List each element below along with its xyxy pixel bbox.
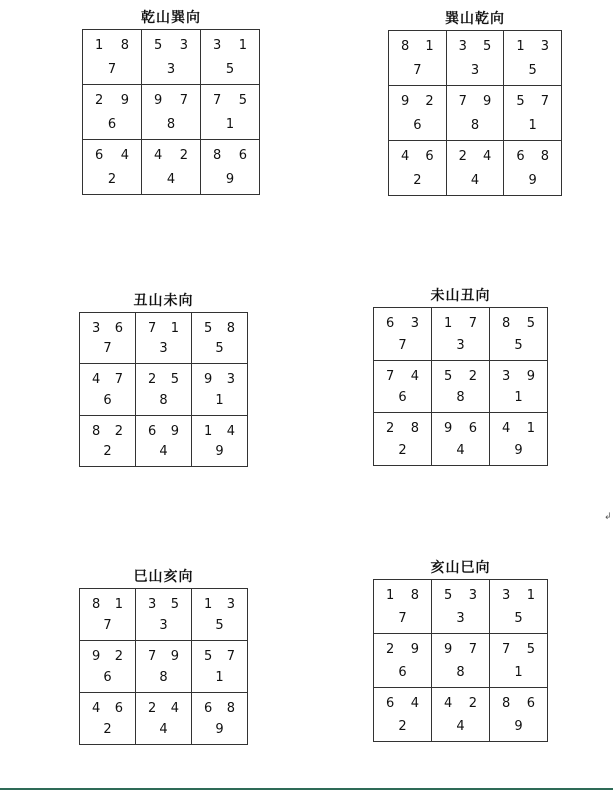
- water-star: 4: [410, 368, 419, 384]
- palace-cell: [374, 360, 432, 413]
- base-number: 6: [103, 670, 112, 685]
- mountain-star: 1: [444, 316, 453, 331]
- base-number: 1: [528, 118, 537, 133]
- grid: [388, 30, 562, 196]
- base-number: 1: [514, 665, 523, 680]
- water-star: 2: [114, 649, 123, 664]
- grid-row: [374, 413, 548, 466]
- water-star: 2: [179, 148, 188, 163]
- water-star: 9: [170, 423, 179, 439]
- mountain-star: 6: [148, 423, 157, 439]
- mountain-star: 3: [502, 368, 511, 384]
- grid: [373, 307, 548, 466]
- mountain-star: 9: [204, 372, 213, 388]
- grid-row: [374, 688, 548, 742]
- mountain-star: 3: [213, 38, 222, 53]
- mountain-star: 8: [92, 423, 101, 439]
- mountain-star: 1: [386, 588, 395, 603]
- mountain-star: 7: [458, 94, 467, 109]
- palace-cell: [136, 313, 192, 364]
- palace-cell: [490, 580, 548, 634]
- mountain-star: 2: [386, 421, 395, 437]
- water-star: 9: [526, 368, 535, 384]
- palace-cell: [374, 580, 432, 634]
- water-star: 6: [238, 148, 247, 163]
- palace-cell: [192, 364, 248, 415]
- grid-row: [374, 308, 548, 361]
- base-number: 3: [159, 341, 168, 357]
- chart-title: 巽山乾向: [445, 11, 505, 27]
- grid-row: [389, 86, 562, 141]
- mountain-star: 2: [148, 372, 157, 388]
- base-number: 8: [159, 392, 168, 408]
- base-number: 6: [413, 118, 422, 133]
- palace-cell: [192, 693, 248, 745]
- chart-title: 未山丑向: [430, 288, 491, 304]
- palace-cell: [80, 693, 136, 745]
- grid-row: [83, 140, 260, 195]
- mountain-star: 6: [386, 696, 395, 711]
- mountain-star: 8: [502, 316, 511, 331]
- base-number: 4: [159, 722, 168, 737]
- base-number: 6: [103, 392, 112, 408]
- base-number: 4: [470, 173, 480, 188]
- base-number: 1: [514, 390, 523, 406]
- water-star: 6: [526, 696, 535, 711]
- palace-cell: [83, 30, 142, 85]
- base-number: 6: [398, 390, 407, 406]
- water-star: 5: [526, 642, 535, 657]
- base-number: 7: [413, 63, 422, 78]
- grid: [82, 29, 260, 195]
- base-number: 2: [413, 173, 422, 188]
- mountain-star: 5: [444, 588, 453, 603]
- mountain-star: 5: [204, 649, 213, 664]
- mountain-star: 3: [502, 588, 511, 603]
- palace-cell: [432, 688, 490, 742]
- water-star: 7: [226, 649, 235, 664]
- base-number: 3: [470, 63, 480, 78]
- paragraph-marker-icon: ↲: [604, 512, 612, 522]
- water-star: 5: [170, 597, 179, 612]
- palace-cell: [80, 313, 136, 364]
- mountain-star: 7: [148, 321, 157, 336]
- water-star: 9: [410, 642, 419, 657]
- mountain-star: 9: [401, 94, 410, 109]
- palace-cell: [432, 360, 490, 413]
- palace-cell: [83, 85, 142, 140]
- mountain-star: 8: [502, 696, 511, 711]
- mountain-star: 9: [154, 93, 163, 108]
- palace-cell: [192, 415, 248, 466]
- base-number: 5: [215, 618, 224, 633]
- grid-row: [80, 313, 248, 364]
- base-number: 9: [215, 722, 224, 737]
- grid-row: [80, 641, 248, 693]
- mountain-star: 9: [444, 642, 453, 657]
- mountain-star: 9: [444, 421, 453, 437]
- palace-cell: [136, 693, 192, 745]
- palace-cell: [374, 688, 432, 742]
- water-star: 2: [468, 696, 477, 711]
- mountain-star: 6: [386, 316, 395, 331]
- mountain-star: 5: [516, 94, 525, 109]
- base-number: 8: [470, 118, 480, 133]
- palace-cell: [192, 313, 248, 364]
- water-star: 4: [120, 148, 129, 163]
- grid-row: [374, 580, 548, 634]
- base-number: 2: [103, 444, 112, 459]
- mountain-star: 1: [516, 39, 525, 54]
- grid: [79, 312, 248, 467]
- palace-cell: [490, 688, 548, 742]
- chart-5: [79, 569, 248, 745]
- base-number: 7: [107, 62, 117, 77]
- water-star: 4: [170, 701, 179, 716]
- palace-cell: [446, 31, 504, 86]
- water-star: 8: [410, 421, 419, 437]
- palace-cell: [374, 413, 432, 466]
- chart-4: [373, 288, 548, 466]
- grid-row: [80, 589, 248, 641]
- mountain-star: 9: [92, 649, 101, 664]
- water-star: 5: [238, 93, 247, 108]
- mountain-star: 4: [502, 421, 511, 437]
- base-number: 9: [215, 444, 224, 459]
- palace-cell: [201, 30, 260, 85]
- base-number: 5: [514, 337, 523, 353]
- water-star: 7: [468, 316, 477, 331]
- water-star: 8: [226, 321, 235, 336]
- grid-row: [389, 31, 562, 86]
- base-number: 5: [528, 63, 537, 78]
- water-star: 1: [114, 597, 123, 612]
- water-star: 9: [170, 649, 179, 664]
- mountain-star: 2: [386, 642, 395, 657]
- palace-cell: [490, 413, 548, 466]
- grid-row: [80, 693, 248, 745]
- palace-cell: [389, 141, 447, 196]
- base-number: 2: [103, 722, 112, 737]
- base-number: 6: [398, 665, 407, 680]
- water-star: 3: [468, 588, 477, 603]
- palace-cell: [490, 360, 548, 413]
- palace-cell: [136, 364, 192, 415]
- water-star: 8: [120, 38, 129, 53]
- palace-cell: [80, 364, 136, 415]
- palace-cell: [432, 413, 490, 466]
- palace-cell: [80, 415, 136, 466]
- palace-cell: [374, 634, 432, 688]
- palace-cell: [504, 141, 562, 196]
- water-star: 5: [483, 39, 492, 54]
- water-star: 1: [170, 321, 179, 336]
- palace-cell: [80, 641, 136, 693]
- mountain-star: 7: [386, 368, 395, 384]
- water-star: 2: [425, 94, 434, 109]
- palace-cell: [80, 589, 136, 641]
- mountain-star: 1: [204, 597, 213, 612]
- water-star: 7: [179, 93, 188, 108]
- base-number: 3: [456, 337, 465, 353]
- palace-cell: [142, 30, 201, 85]
- water-star: 3: [179, 38, 188, 53]
- base-number: 7: [398, 337, 407, 353]
- base-number: 2: [398, 443, 407, 458]
- base-number: 5: [225, 62, 235, 77]
- base-number: 8: [456, 390, 465, 406]
- chart-title: 丑山未向: [133, 293, 194, 309]
- palace-cell: [142, 140, 201, 195]
- mountain-star: 2: [148, 701, 157, 716]
- base-number: 2: [398, 719, 407, 734]
- base-number: 7: [103, 341, 112, 357]
- water-star: 2: [114, 423, 123, 439]
- water-star: 8: [540, 149, 549, 164]
- water-star: 7: [114, 372, 123, 388]
- base-number: 7: [398, 611, 407, 626]
- water-star: 1: [425, 39, 434, 54]
- base-number: 1: [215, 392, 224, 408]
- water-star: 4: [410, 696, 419, 711]
- base-number: 1: [215, 670, 224, 685]
- base-number: 9: [528, 173, 537, 188]
- palace-cell: [192, 641, 248, 693]
- base-number: 1: [225, 117, 235, 132]
- grid-row: [83, 85, 260, 140]
- chart-title: 亥山巳向: [430, 560, 491, 576]
- grid-row: [80, 364, 248, 415]
- mountain-star: 5: [204, 321, 213, 336]
- water-star: 3: [226, 597, 235, 612]
- palace-cell: [490, 308, 548, 361]
- water-star: 5: [170, 372, 179, 388]
- mountain-star: 6: [204, 701, 213, 716]
- base-number: 3: [166, 62, 176, 77]
- water-star: 1: [526, 421, 535, 437]
- mountain-star: 5: [444, 368, 453, 384]
- base-number: 7: [103, 618, 112, 633]
- palace-cell: [136, 415, 192, 466]
- mountain-star: 1: [95, 38, 104, 53]
- mountain-star: 8: [401, 39, 410, 54]
- mountain-star: 2: [95, 93, 104, 108]
- chart-1: [82, 10, 260, 195]
- mountain-star: 8: [92, 597, 101, 612]
- water-star: 3: [540, 39, 549, 54]
- mountain-star: 4: [401, 149, 410, 164]
- palace-cell: [374, 308, 432, 361]
- grid-row: [80, 415, 248, 466]
- base-number: 8: [166, 117, 176, 132]
- base-number: 5: [215, 341, 224, 357]
- mountain-star: 6: [95, 148, 104, 163]
- base-number: 3: [159, 618, 168, 633]
- palace-cell: [201, 140, 260, 195]
- palace-cell: [389, 86, 447, 141]
- base-number: 9: [514, 719, 523, 734]
- base-number: 4: [159, 444, 168, 459]
- palace-cell: [504, 31, 562, 86]
- water-star: 6: [468, 421, 477, 437]
- palace-cell: [389, 31, 447, 86]
- base-number: 3: [456, 611, 465, 626]
- base-number: 4: [166, 172, 176, 187]
- palace-cell: [432, 634, 490, 688]
- mountain-star: 5: [154, 38, 163, 53]
- water-star: 1: [526, 588, 535, 603]
- palace-cell: [446, 141, 504, 196]
- palace-cell: [142, 85, 201, 140]
- mountain-star: 7: [213, 93, 222, 108]
- base-number: 9: [225, 172, 235, 187]
- water-star: 1: [238, 38, 247, 53]
- water-star: 6: [114, 701, 123, 716]
- water-star: 5: [526, 316, 535, 331]
- water-star: 2: [468, 368, 477, 384]
- grid: [373, 579, 548, 742]
- mountain-star: 6: [516, 149, 525, 164]
- palace-cell: [490, 634, 548, 688]
- palace-cell: [432, 580, 490, 634]
- palace-cell: [446, 86, 504, 141]
- mountain-star: 4: [154, 148, 163, 163]
- mountain-star: 8: [213, 148, 222, 163]
- water-star: 8: [226, 701, 235, 716]
- grid: [79, 588, 248, 745]
- palace-cell: [432, 308, 490, 361]
- water-star: 7: [468, 642, 477, 657]
- water-star: 9: [483, 94, 492, 109]
- palace-cell: [504, 86, 562, 141]
- grid-row: [389, 141, 562, 196]
- palace-cell: [201, 85, 260, 140]
- palace-cell: [192, 589, 248, 641]
- water-star: 3: [410, 316, 419, 331]
- palace-cell: [83, 140, 142, 195]
- water-star: 9: [120, 93, 129, 108]
- water-star: 4: [483, 149, 492, 164]
- mountain-star: 2: [458, 149, 467, 164]
- palace-cell: [136, 589, 192, 641]
- mountain-star: 3: [458, 39, 467, 54]
- mountain-star: 4: [444, 696, 453, 711]
- chart-6: [373, 560, 548, 742]
- mountain-star: 4: [92, 372, 101, 388]
- base-number: 9: [514, 443, 523, 458]
- chart-2: [388, 11, 562, 196]
- mountain-star: 3: [92, 321, 101, 336]
- base-number: 4: [456, 719, 465, 734]
- base-number: 8: [456, 665, 465, 680]
- grid-row: [374, 634, 548, 688]
- water-star: 4: [226, 423, 235, 439]
- chart-title: 乾山巽向: [141, 10, 201, 26]
- mountain-star: 1: [204, 423, 213, 439]
- water-star: 6: [114, 321, 123, 336]
- chart-3: [79, 293, 248, 467]
- base-number: 6: [107, 117, 117, 132]
- mountain-star: 7: [148, 649, 157, 664]
- base-number: 4: [456, 443, 465, 458]
- palace-cell: [136, 641, 192, 693]
- water-star: 3: [226, 372, 235, 388]
- water-star: 7: [540, 94, 549, 109]
- water-star: 8: [410, 588, 419, 603]
- grid-row: [83, 30, 260, 85]
- water-star: 6: [425, 149, 434, 164]
- mountain-star: 7: [502, 642, 511, 657]
- chart-title: 巳山亥向: [133, 569, 194, 585]
- mountain-star: 4: [92, 701, 101, 716]
- base-number: 8: [159, 670, 168, 685]
- base-number: 5: [514, 611, 523, 626]
- grid-row: [374, 360, 548, 413]
- mountain-star: 3: [148, 597, 157, 612]
- base-number: 2: [107, 172, 117, 187]
